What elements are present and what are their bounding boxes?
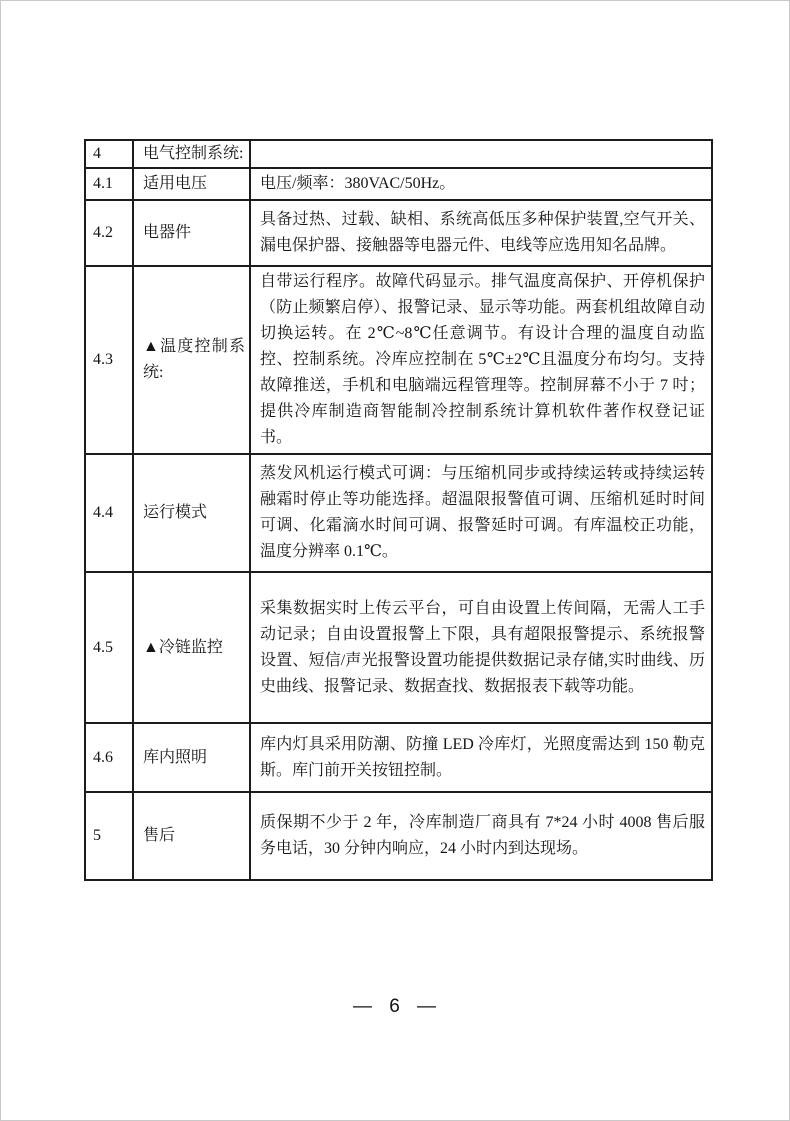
row-no: 4.1 xyxy=(85,168,133,200)
page-number: — 6 — xyxy=(352,996,438,1017)
row-label: 适用电压 xyxy=(133,168,250,200)
table-row xyxy=(85,454,712,572)
table-row xyxy=(85,200,712,266)
table-row xyxy=(85,723,712,792)
row-content: 库内灯具采用防潮、防撞 LED 冷库灯，光照度需达到 150 勒克斯。库门前开关按钮控制。 xyxy=(250,723,712,792)
table-row xyxy=(85,140,712,168)
row-label: 库内照明 xyxy=(133,723,250,792)
row-no: 5 xyxy=(85,792,133,880)
row-label: 电气控制系统: xyxy=(133,140,250,168)
row-content: 蒸发风机运行模式可调：与压缩机同步或持续运转或持续运转融霜时停止等功能选择。超温限报警值可调、压缩机延时时间可调、化霜滴水时间可调、报警延时可调。有库温校正功能，温度分辨率 0.1℃。 xyxy=(250,454,712,572)
row-no: 4.2 xyxy=(85,200,133,266)
row-content xyxy=(250,140,712,168)
row-content: 质保期不少于 2 年，冷库制造厂商具有 7*24 小时 4008 售后服务电话，30 分钟内响应，24 小时内到达现场。 xyxy=(250,792,712,880)
row-content: 采集数据实时上传云平台，可自由设置上传间隔，无需人工手动记录；自由设置报警上下限，具有超限报警提示、系统报警设置、短信/声光报警设置功能提供数据记录存储,实时曲线、历史曲线、报警记录、数据查找、数据报表下载等功能。 xyxy=(250,572,712,723)
row-label: 电器件 xyxy=(133,200,250,266)
row-content: 具备过热、过载、缺相、系统高低压多种保护装置,空气开关、漏电保护器、接触器等电器元件、电线等应选用知名品牌。 xyxy=(250,200,712,266)
table-row xyxy=(85,572,712,723)
row-no: 4.5 xyxy=(85,572,133,723)
row-label: 运行模式 xyxy=(133,454,250,572)
row-no: 4.3 xyxy=(85,266,133,454)
row-content: 电压/频率：380VAC/50Hz。 xyxy=(250,168,712,200)
row-label: ▲温度控制系统: xyxy=(133,266,250,454)
table-row xyxy=(85,266,712,454)
row-no: 4.4 xyxy=(85,454,133,572)
row-label: 售后 xyxy=(133,792,250,880)
table-row xyxy=(85,168,712,200)
row-no: 4 xyxy=(85,140,133,168)
row-label: ▲冷链监控 xyxy=(133,572,250,723)
row-content: 自带运行程序。故障代码显示。排气温度高保护、开停机保护（防止频繁启停）、报警记录、显示等功能。两套机组故障自动切换运转。在 2℃~8℃任意调节。有设计合理的温度自动监控、控制系统。冷库应控制在 5℃±2℃且温度分布均匀。支持故障推送，手机和电脑端远程管理等。控制屏幕不小于 7 吋；提供冷库制造商智能制冷控制系统计算机软件著作权登记证书。 xyxy=(250,266,712,454)
row-no: 4.6 xyxy=(85,723,133,792)
spec-table xyxy=(84,139,713,881)
table-row xyxy=(85,792,712,880)
